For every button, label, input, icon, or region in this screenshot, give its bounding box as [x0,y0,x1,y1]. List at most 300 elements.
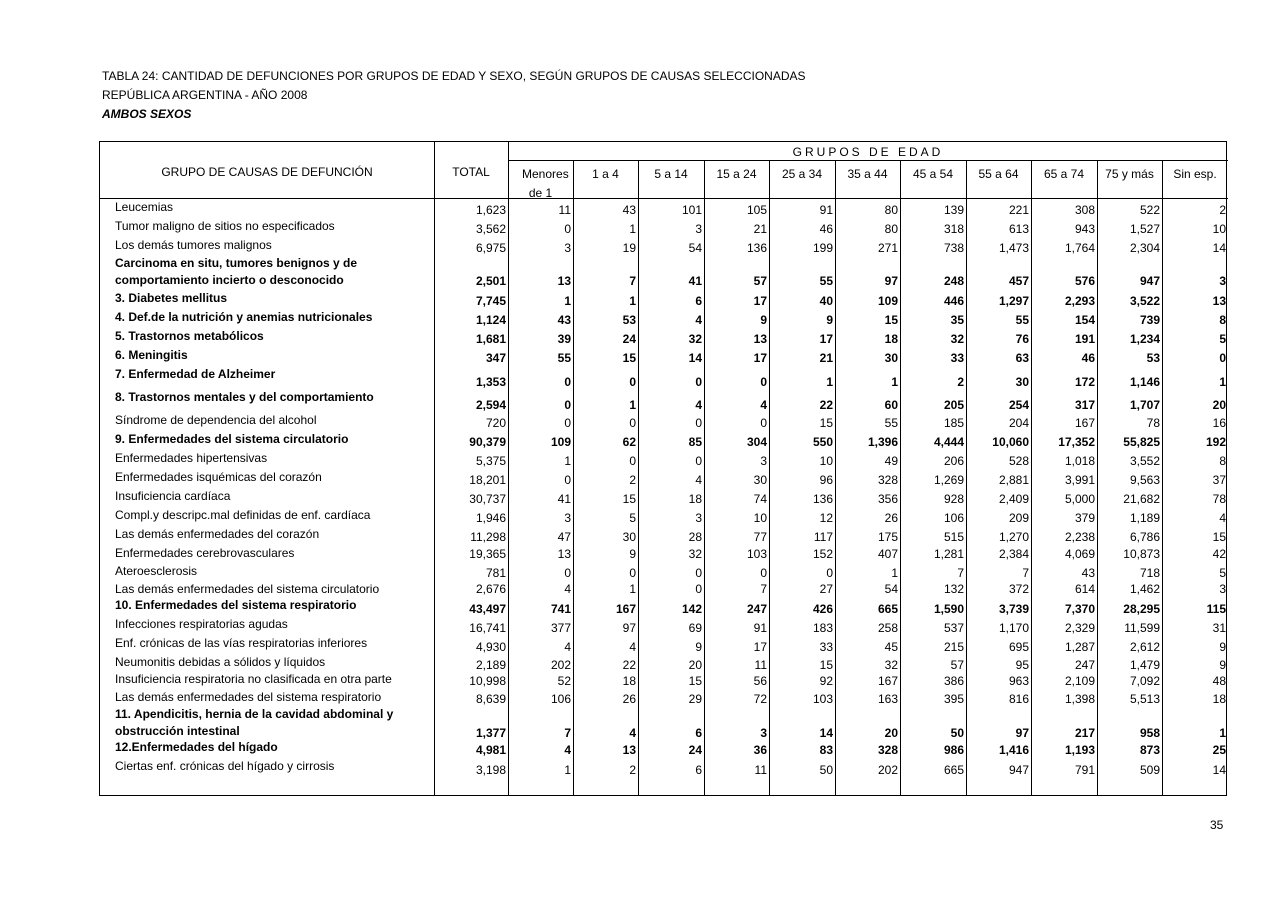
row-divider [508,160,1228,161]
age-cell: 6,786 [1129,530,1160,544]
age-cell: 695 [1008,640,1029,654]
age-cell: 6 [695,763,702,777]
age-cell: 2 [1219,203,1226,217]
age-cell: 0 [826,566,833,580]
age-cell: 522 [1139,203,1160,217]
age-column-header: 45 a 54 [912,167,954,181]
total-cell: 16,741 [469,621,506,635]
age-cell: 28 [688,530,702,544]
age-cell: 92 [819,674,833,688]
age-cell: 308 [1074,203,1095,217]
age-cell: 8 [1219,454,1226,468]
cause-label: Los demás tumores malignos [115,238,272,252]
age-cell: 205 [943,398,964,412]
age-cell: 91 [819,203,833,217]
age-cell: 21,682 [1123,492,1160,506]
total-cell: 1,124 [475,313,506,327]
age-cell: 947 [1008,763,1029,777]
age-cell: 1 [629,582,636,596]
age-cell: 739 [1139,313,1160,327]
age-cell: 18 [688,492,702,506]
age-cell: 18 [1212,692,1226,706]
age-cell: 17 [753,640,767,654]
age-cell: 356 [877,492,898,506]
age-cell: 30 [622,530,636,544]
age-cell: 1 [629,398,636,412]
total-cell: 10,998 [469,674,506,688]
age-cell: 0 [564,222,571,236]
cause-label: Tumor maligno de sitios no especificados [115,219,335,233]
age-cell: 1 [891,375,898,389]
age-cell: 5,000 [1064,492,1095,506]
total-cell: 18,201 [469,473,506,487]
age-cell: 258 [877,621,898,635]
age-cell: 1 [891,566,898,580]
age-cell: 0 [1219,351,1226,365]
age-cell: 2,881 [998,473,1029,487]
age-cell: 167 [1074,416,1095,430]
age-cell: 1,269 [933,473,964,487]
cause-label: Insuficiencia respiratoria no clasificada en otra parte [115,672,392,686]
age-cell: 183 [812,621,833,635]
age-cell: 30 [753,473,767,487]
age-cell: 24 [688,743,702,757]
age-column-header: 5 a 14 [654,167,688,181]
age-cell: 873 [1139,743,1160,757]
age-cell: 1,281 [933,547,964,561]
age-cell: 85 [688,435,702,449]
cause-label: 6. Meningitis [115,348,188,362]
age-cell: 3 [760,726,767,740]
total-cell: 6,975 [475,241,506,255]
age-cell: 1 [1219,375,1226,389]
age-cell: 718 [1139,566,1160,580]
age-cell: 0 [760,375,767,389]
age-cell: 13 [557,274,571,288]
age-cell: 328 [877,743,898,757]
age-cell: 4 [629,726,636,740]
total-cell: 720 [485,416,506,430]
age-cell: 26 [622,692,636,706]
age-cell: 9 [1219,640,1226,654]
age-cell: 0 [564,375,571,389]
total-cell: 90,379 [469,435,506,449]
age-cell: 27 [819,582,833,596]
cause-label: Enfermedades isquémicas del corazón [115,470,322,484]
age-cell: 407 [877,547,898,561]
age-cell: 528 [1008,454,1029,468]
age-cell: 45 [884,640,898,654]
age-cell: 72 [753,692,767,706]
age-cell: 10,060 [992,435,1029,449]
age-cell: 32 [884,658,898,672]
age-cell: 109 [550,435,571,449]
age-cell: 105 [746,203,767,217]
age-cell: 3 [1219,274,1226,288]
age-cell: 2,612 [1129,640,1160,654]
age-cell: 55 [819,274,833,288]
age-cell: 57 [950,658,964,672]
age-cell: 3 [564,511,571,525]
total-cell: 3,198 [475,763,506,777]
age-cell: 9 [826,313,833,327]
age-cell: 78 [1146,416,1160,430]
age-cell: 192 [1205,435,1226,449]
age-cell: 446 [943,294,964,308]
age-cell: 3 [760,454,767,468]
age-cell: 2,109 [1064,674,1095,688]
age-column-header: 35 a 44 [847,167,888,181]
age-cell: 28,295 [1123,602,1160,616]
age-cell: 515 [943,530,964,544]
age-cell: 947 [1139,274,1160,288]
age-cell: 136 [812,492,833,506]
age-cell: 106 [550,692,571,706]
age-cell: 509 [1139,763,1160,777]
age-cell: 55 [557,351,571,365]
age-column-header: 15 a 24 [716,167,757,181]
age-cell: 4 [695,473,702,487]
age-cell: 304 [746,435,767,449]
age-cell: 154 [1074,313,1095,327]
cause-label: Infecciones respiratorias agudas [115,617,288,631]
age-cell: 199 [812,241,833,255]
age-column-header: 65 a 74 [1043,167,1085,181]
age-cell: 0 [564,416,571,430]
total-cell: 347 [485,351,506,365]
age-cell: 379 [1074,511,1095,525]
age-cell: 2 [629,763,636,777]
age-cell: 1,479 [1129,658,1160,672]
age-cell: 4 [695,313,702,327]
age-column-header: 1 a 4 [592,167,619,181]
age-cell: 1,416 [998,743,1029,757]
age-cell: 17 [753,351,767,365]
total-column-header: TOTAL [452,165,490,179]
age-cell: 15 [1212,530,1226,544]
age-cell: 202 [877,763,898,777]
age-cell: 3,522 [1129,294,1160,308]
total-cell: 5,375 [475,454,506,468]
age-cell: 11 [558,203,571,217]
age-cell: 29 [688,692,702,706]
age-cell: 7 [957,566,964,580]
total-cell: 2,189 [475,658,506,672]
age-cell: 0 [629,566,636,580]
cause-label: Ciertas enf. crónicas del hígado y cirrosis [115,759,335,773]
age-cell: 55 [1015,313,1029,327]
age-cell: 4 [695,398,702,412]
age-cell: 7 [564,726,571,740]
age-cell: 76 [1015,332,1029,346]
age-cell: 33 [950,351,964,365]
age-cell: 62 [622,435,636,449]
age-cell: 6 [695,294,702,308]
age-column-header: 25 a 34 [781,167,823,181]
total-cell: 2,501 [475,274,506,288]
age-cell: 115 [1206,602,1226,616]
age-cell: 2,304 [1129,241,1160,255]
total-cell: 19,365 [469,547,506,561]
age-cell: 96 [819,473,833,487]
age-cell: 24 [622,332,636,346]
cause-label: Síndrome de dependencia del alcohol [115,413,317,427]
cause-label: Neumonitis debidas a sólidos y líquidos [115,655,326,669]
cause-label: Carcinoma en situ, tumores benignos y de comportamiento incierto o desconocido [115,256,358,287]
age-cell: 247 [746,602,767,616]
cause-label: Enfermedades cerebrovasculares [115,546,295,560]
total-cell: 43,497 [469,602,506,616]
age-cell: 9 [695,640,702,654]
age-cell: 1,707 [1129,398,1160,412]
age-cell: 60 [884,398,898,412]
age-cell: 39 [557,332,571,346]
age-cell: 11,599 [1124,621,1160,635]
age-cell: 53 [622,313,636,327]
age-cell: 13 [1212,294,1226,308]
age-column-header: 75 y más [1105,167,1154,181]
age-cell: 0 [695,375,702,389]
age-cell: 1,146 [1129,375,1160,389]
age-cell: 172 [1074,375,1095,389]
age-cell: 1 [629,294,636,308]
age-cell: 32 [950,332,964,346]
age-cell: 4,444 [933,435,964,449]
age-cell: 30 [884,351,898,365]
age-cell: 4 [564,582,571,596]
age-cell: 18 [884,332,898,346]
age-cell: 32 [688,332,702,346]
age-cell: 15 [819,658,833,672]
age-cell: 215 [943,640,964,654]
age-cell: 97 [1015,726,1029,740]
age-cell: 48 [1212,674,1226,688]
age-cell: 14 [819,726,833,740]
age-cell: 10 [753,511,767,525]
age-cell: 0 [760,566,767,580]
total-cell: 2,594 [475,398,506,412]
total-cell: 1,946 [475,511,506,525]
age-cell: 0 [695,582,702,596]
age-cell: 741 [550,602,571,616]
age-cell: 0 [564,473,571,487]
age-cell: 209 [1008,511,1029,525]
cause-label: 11. Apendicitis, hernia de la cavidad abdominal y obstrucción intestinal [115,707,394,738]
age-cell: 2 [957,375,964,389]
cause-label: Las demás enfermedades del sistema respiratorio [115,690,382,704]
age-cell: 16 [1212,416,1226,430]
age-cell: 4 [629,640,636,654]
total-cell: 2,676 [475,582,506,596]
age-cell: 1,287 [1064,640,1095,654]
age-cell: 43 [622,203,636,217]
age-cell: 20 [1212,398,1226,412]
age-cell: 36 [753,743,767,757]
total-cell: 4,930 [475,640,506,654]
age-cell: 13 [753,332,767,346]
age-cell: 54 [688,241,702,255]
total-cell: 781 [485,566,506,580]
age-cell: 21 [753,222,767,236]
age-cell: 457 [1008,274,1029,288]
total-cell: 1,623 [475,203,506,217]
age-cell: 1,297 [998,294,1029,308]
age-cell: 43 [557,313,571,327]
cause-label: 4. Def.de la nutrición y anemias nutricionales [115,310,373,324]
total-cell: 11,298 [470,530,506,544]
cause-label: 10. Enfermedades del sistema respiratorio [115,598,357,612]
age-cell: 95 [1015,658,1029,672]
age-cell: 2,293 [1064,294,1095,308]
age-cell: 0 [564,398,571,412]
age-cell: 78 [1212,492,1226,506]
age-cell: 204 [1008,416,1029,430]
age-cell: 106 [943,511,964,525]
age-cell: 22 [622,658,636,672]
age-cell: 0 [629,375,636,389]
age-cell: 40 [819,294,833,308]
age-cell: 958 [1139,726,1160,740]
age-cell: 10 [819,454,833,468]
age-cell: 30 [1015,375,1029,389]
age-cell: 37 [1212,473,1226,487]
age-cell: 247 [1074,658,1095,672]
age-cell: 3 [1219,582,1226,596]
age-column-header: Menores de 1 [522,167,569,200]
age-cell: 47 [557,530,571,544]
age-cell: 175 [877,530,898,544]
cause-label: Leucemias [115,200,174,214]
table-title: TABLA 24: CANTIDAD DE DEFUNCIONES POR GRUPOS DE EDAD Y SEXO, SEGÚN GRUPOS DE CAUSAS SELECCIONADAS [102,69,806,83]
age-cell: 25 [1212,743,1226,757]
age-cell: 13 [622,743,636,757]
age-cell: 2,384 [998,547,1029,561]
age-cell: 2,238 [1064,530,1095,544]
age-cell: 665 [943,763,964,777]
age-cell: 202 [550,658,571,672]
age-cell: 248 [943,274,964,288]
age-cell: 26 [884,511,898,525]
age-cell: 0 [695,566,702,580]
age-cell: 1,473 [998,241,1029,255]
age-cell: 5,513 [1129,692,1160,706]
age-cell: 53 [1146,351,1160,365]
age-cell: 103 [746,547,767,561]
total-cell: 1,377 [475,726,506,740]
age-cell: 7 [760,582,767,596]
age-cell: 4 [564,640,571,654]
age-cell: 2,409 [998,492,1029,506]
table-subtitle: REPÚBLICA ARGENTINA - AÑO 2008 [102,88,308,102]
age-cell: 3,552 [1129,454,1160,468]
page-number: 35 [1210,818,1224,832]
age-cell: 318 [943,222,964,236]
age-cell: 0 [695,416,702,430]
age-cell: 550 [812,435,833,449]
age-cell: 963 [1008,674,1029,688]
age-cell: 943 [1074,222,1095,236]
cause-label: Compl.y descripc.mal definidas de enf. cardíaca [115,508,371,522]
age-cell: 791 [1074,763,1095,777]
age-cell: 5 [1219,332,1226,346]
age-cell: 537 [943,621,964,635]
age-cell: 576 [1074,274,1095,288]
cause-column-header: GRUPO DE CAUSAS DE DEFUNCIÓN [161,165,373,179]
age-cell: 50 [950,726,964,740]
age-cell: 14 [1212,763,1226,777]
age-cell: 35 [950,313,964,327]
age-cell: 91 [753,621,767,635]
age-cell: 928 [943,492,964,506]
age-cell: 56 [753,674,767,688]
age-cell: 1,193 [1064,743,1095,757]
age-cell: 7 [1022,566,1029,580]
sex-label: AMBOS SEXOS [102,107,192,121]
age-cell: 43 [1081,566,1095,580]
age-cell: 986 [943,743,964,757]
age-cell: 1,396 [867,435,898,449]
age-cell: 3 [564,241,571,255]
age-cell: 0 [629,454,636,468]
age-cell: 1,018 [1064,454,1095,468]
total-cell: 3,562 [475,222,506,236]
age-cell: 11 [754,658,767,672]
age-cell: 77 [753,530,767,544]
age-cell: 74 [753,492,767,506]
age-cell: 69 [688,621,702,635]
age-cell: 372 [1008,582,1029,596]
age-cell: 97 [622,621,636,635]
age-cell: 254 [1008,398,1029,412]
age-cell: 55 [884,416,898,430]
cause-label: 12.Enfermedades del hígado [115,740,278,754]
age-cell: 41 [557,492,571,506]
cause-label: Enfermedades hipertensivas [115,451,268,465]
cause-label: 5. Trastornos metabólicos [115,329,264,343]
age-cell: 317 [1074,398,1095,412]
age-cell: 132 [943,582,964,596]
age-cell: 1,270 [998,530,1029,544]
age-cell: 0 [695,454,702,468]
age-cell: 4 [1219,511,1226,525]
age-cell: 1,527 [1129,222,1160,236]
age-cell: 163 [877,692,898,706]
age-cell: 19 [622,241,636,255]
age-cell: 1,764 [1064,241,1095,255]
age-cell: 4,069 [1064,547,1095,561]
age-cell: 0 [760,416,767,430]
age-cell: 57 [753,274,767,288]
age-cell: 15 [819,416,833,430]
cause-label: Insuficiencia cardíaca [115,489,231,503]
age-cell: 22 [819,398,833,412]
age-cell: 14 [1212,241,1226,255]
cause-label: 7. Enfermedad de Alzheimer [115,367,276,381]
age-cell: 3 [695,222,702,236]
age-cell: 614 [1074,582,1095,596]
age-cell: 17 [819,332,833,346]
age-cell: 42 [1212,547,1226,561]
age-column-header: 55 a 64 [978,167,1019,181]
age-cell: 816 [1008,692,1029,706]
cause-label: Enf. crónicas de las vías respiratorias inferiores [115,636,368,650]
total-cell: 4,981 [475,743,506,757]
age-cell: 2,329 [1064,621,1095,635]
age-cell: 7,092 [1129,674,1160,688]
age-cell: 97 [884,274,898,288]
total-cell: 8,639 [475,692,506,706]
age-cell: 738 [943,241,964,255]
